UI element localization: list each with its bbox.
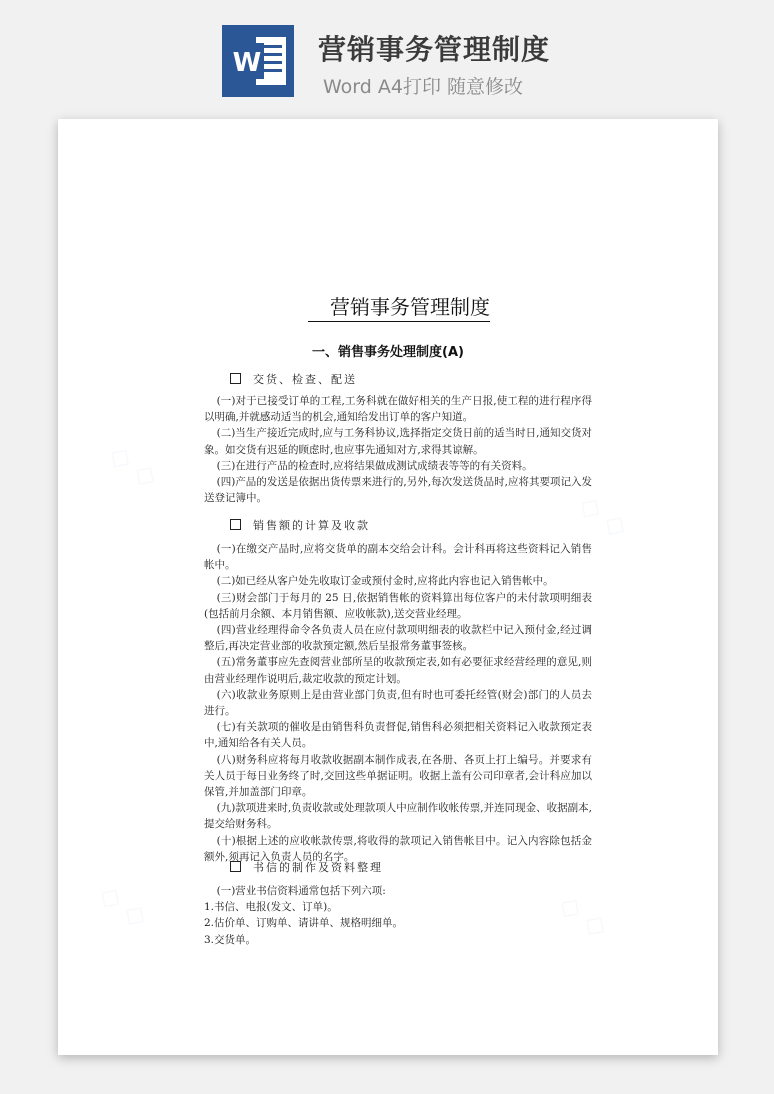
paragraph: (十)根据上述的应收帐款传票,将收得的款项记入销售帐目中。记入内容除包括金额外,须再记入负责人员的名字。	[204, 834, 592, 863]
paragraph: (四)产品的发送是依据出货传票来进行的,另外,每次发送货品时,应将其要项记入发送登记簿中。	[204, 476, 592, 505]
paragraph: (七)有关款项的催收是由销售科负责督促,销售科必须把相关资料记入收款预定表中,通知给各有关人员。	[204, 721, 592, 750]
watermark: ◇ ◇	[553, 887, 615, 944]
banner	[0, 0, 774, 112]
paragraph: (五)常务董事应先查阅营业部所呈的收款预定表,如有必要征求经营经理的意见,则由营业经理作说明后,裁定收款的预定计划。	[204, 656, 592, 685]
section-body	[204, 541, 592, 865]
paragraph: (二)当生产接近完成时,应与工务科协议,选择指定交货日前的适当时日,通知交货对象。如交货有迟延的顾虑时,也应事先通知对方,求得其谅解。	[204, 427, 592, 456]
document-page	[58, 119, 718, 1055]
checkbox-icon	[230, 519, 241, 530]
paragraph: (二)如已经从客户处先收取订金或预付金时,应将此内容也记入销售帐中。	[216, 575, 554, 588]
banner-subtitle: Word A4打印 随意修改	[323, 76, 524, 98]
watermark: ◇ ◇	[103, 437, 165, 494]
list-item: 1.书信、电报(发文、订单)。	[204, 901, 338, 914]
paragraph: (一)在缴交产品时,应将交货单的副本交给会计科。会计科再将这些资料记入销售帐中。	[204, 543, 592, 572]
list-item: 3.交货单。	[204, 933, 257, 946]
paragraph: (八)财务科应将每月收款收据副本制作成表,在各册、各页上打上编号。并要求有关人员于每日业务终了时,交回这些单据证明。收据上盖有公司印章者,会计科应加以保管,并加盖部门印章。	[204, 753, 592, 799]
watermark: ◇ ◇	[93, 877, 155, 934]
paragraph: (一)营业书信资料通常包括下列六项:	[216, 885, 386, 897]
section-body	[204, 883, 592, 948]
word-icon-letter: W	[232, 48, 262, 78]
watermark: ◇ ◇	[573, 487, 635, 544]
paragraph: (四)营业经理得命令各负责人员在应付款项明细表的收款栏中记入预付金,经过调整后,再决定营业部的收款预定额,然后呈报常务董事签核。	[204, 624, 592, 653]
word-icon	[222, 25, 294, 97]
paragraph: (九)款项进来时,负责收款或处理款项人中应制作收帐传票,并连同现金、收据副本,提交给财务科。	[204, 802, 592, 831]
section-heading: 交货、检查、配送	[230, 371, 357, 387]
section-heading: 书信的制作及资料整理	[230, 859, 383, 875]
section-heading: 销售额的计算及收款	[230, 517, 370, 533]
checkbox-icon	[230, 373, 241, 384]
section-body	[204, 393, 592, 506]
paragraph: (六)收款业务原则上是由营业部门负责,但有时也可委托经管(财会)部门的人员去进行。	[204, 688, 592, 718]
paragraph: (三)财会部门于每月的 25 日,依据销售帐的资料算出每位客户的未付款项明细表(包括前月余额、本月销售额、应收帐款),送交营业经理。	[204, 591, 592, 620]
banner-title: 营销事务管理制度	[318, 33, 551, 66]
document-subtitle: 一、销售事务处理制度(A)	[312, 345, 464, 360]
paragraph: (一)对于已接受订单的工程,工务科就在做好相关的生产日报,使工程的进行程序得以明确,并就感动适当的机会,通知给发出订单的客户知道。	[204, 395, 592, 424]
document-title: 营销事务管理制度	[58, 291, 718, 322]
paragraph: (三)在进行产品的检查时,应将结果做成测试成绩表等等的有关资料。	[216, 459, 533, 472]
checkbox-icon	[230, 861, 241, 872]
list-item: 2.估价单、订购单、请讲单、规格明细单。	[204, 917, 404, 930]
